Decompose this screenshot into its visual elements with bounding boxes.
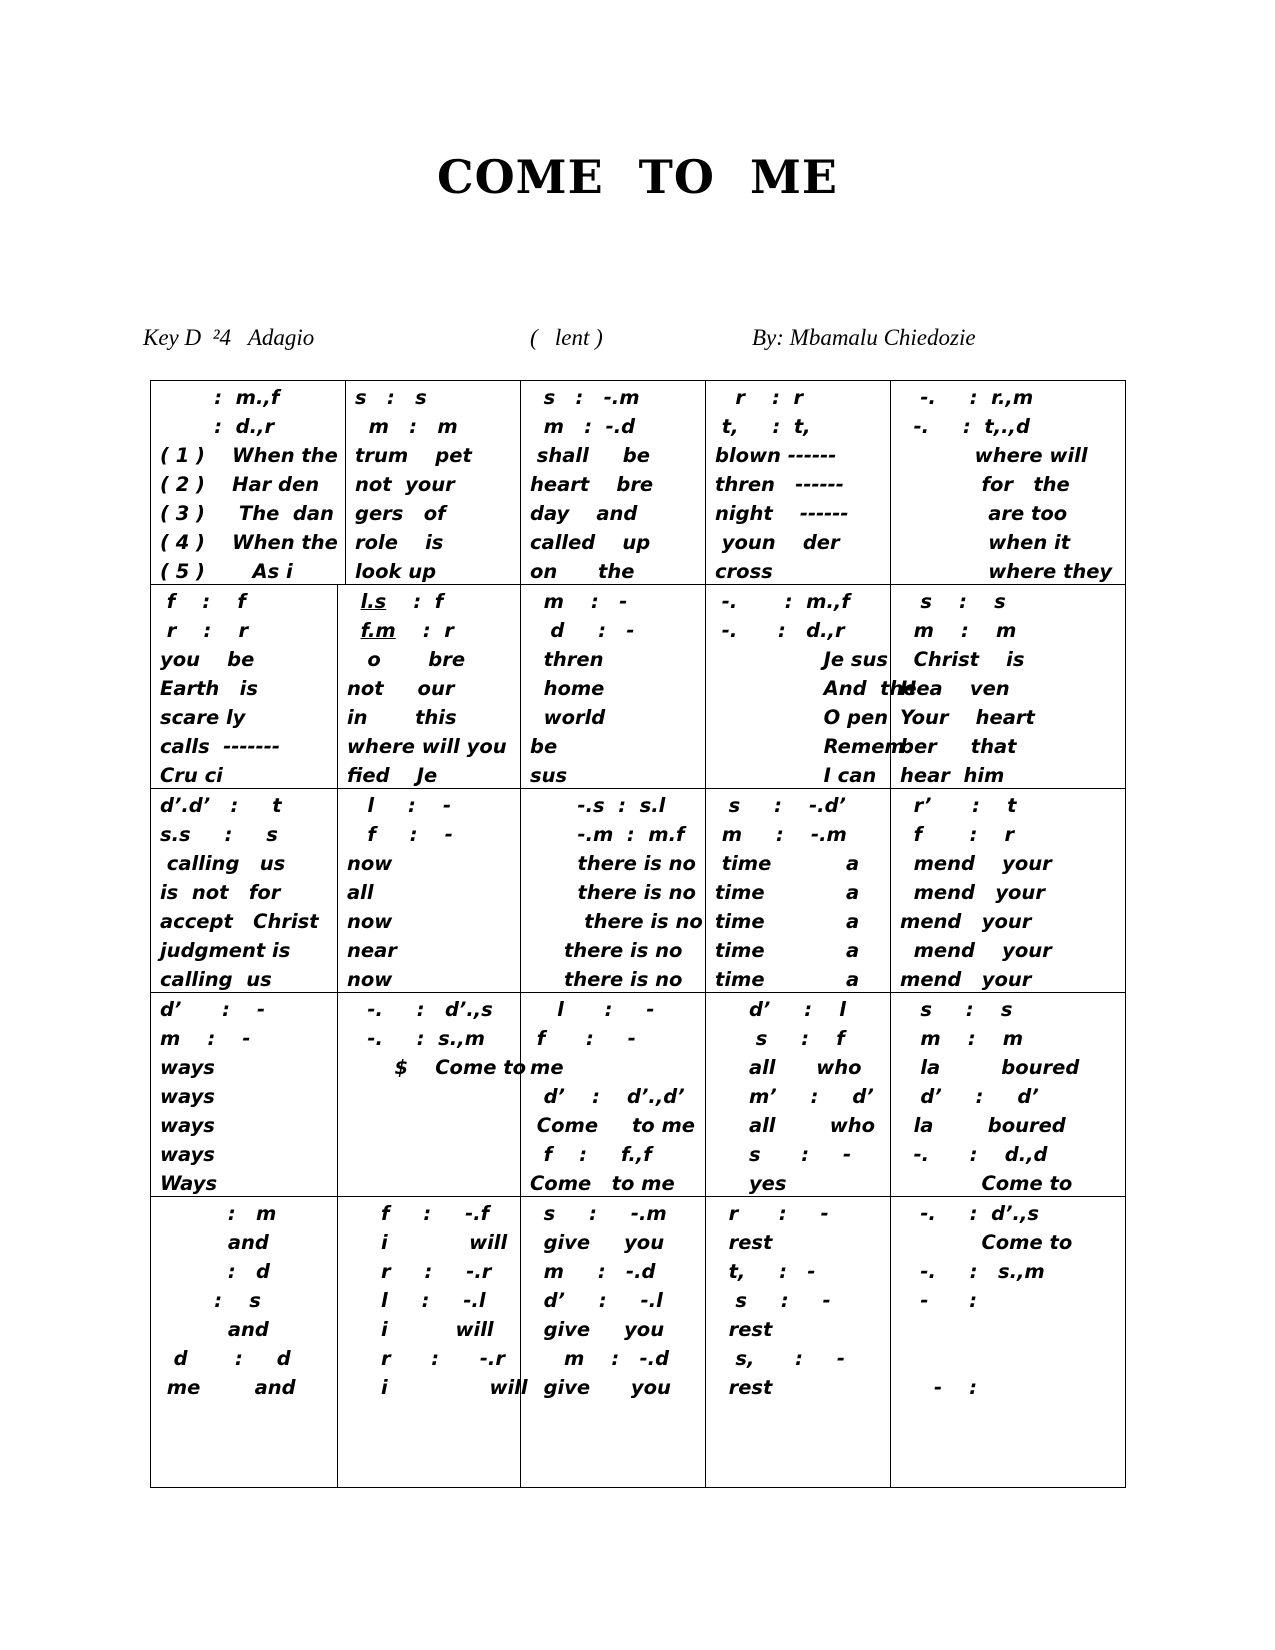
- notation-line: I can: [715, 764, 877, 787]
- notation-line: s, : -: [715, 1347, 845, 1370]
- notation-line: there is no: [530, 968, 683, 991]
- notation-line: time a: [715, 852, 860, 875]
- notation-line: - :: [900, 1376, 977, 1399]
- notation-line: Come to me: [530, 1172, 675, 1195]
- notation-line: s : s: [900, 998, 1013, 1021]
- notation-line: are too: [900, 502, 1068, 525]
- notation-line: - :: [900, 1289, 977, 1312]
- notation-line: all who: [715, 1056, 862, 1079]
- notation-line: be: [530, 735, 558, 758]
- notation-cell: [890, 1196, 1126, 1488]
- notation-line: r’ : t: [900, 794, 1017, 817]
- notation-line: where they: [900, 560, 1113, 583]
- notation-line: where will you: [347, 735, 507, 758]
- notation-line: r : -.r: [347, 1347, 505, 1370]
- notation-line: thren: [530, 648, 604, 671]
- notation-line: Hea ven: [900, 677, 1010, 700]
- notation-cell: [520, 992, 706, 1197]
- notation-line: s : f: [715, 1027, 845, 1050]
- notation-line: -. : d.,r: [715, 619, 845, 642]
- notation-line: f : f.,f: [530, 1143, 652, 1166]
- notation-line: m : m: [900, 619, 1017, 642]
- notation-line: now: [347, 852, 393, 875]
- notation-cell: [520, 584, 706, 789]
- notation-line: m : -: [530, 590, 628, 613]
- notation-line: sus: [530, 764, 568, 787]
- notation-line: ( 1 ) When the: [160, 444, 338, 467]
- notation-line: you be: [160, 648, 255, 671]
- notation-line: i will: [347, 1231, 508, 1254]
- notation-line: l : -: [347, 794, 452, 817]
- notation-cell: [150, 788, 338, 993]
- notation-line: f : f: [160, 590, 246, 613]
- notation-cell: [337, 584, 521, 789]
- notation-line: mend your: [900, 910, 1032, 933]
- notation-line: d’ : -.l: [530, 1289, 663, 1312]
- notation-cell: [705, 380, 891, 585]
- notation-line: d’ : -: [160, 998, 266, 1021]
- notation-line: -. : r.,m: [900, 386, 1034, 409]
- notation-line: r : -: [715, 1202, 829, 1225]
- notation-line: give you: [530, 1318, 665, 1341]
- notation-line: -.m : m.f: [530, 823, 685, 846]
- notation-line: la boured: [900, 1114, 1066, 1137]
- notation-line: Cru ci: [160, 764, 223, 787]
- notation-line: ways: [160, 1143, 215, 1166]
- notation-line: is not for: [160, 881, 281, 904]
- notation-line: f : -: [530, 1027, 636, 1050]
- notation-line: Earth is: [160, 677, 258, 700]
- notation-cell: [705, 584, 917, 789]
- notation-cell: [890, 992, 1126, 1197]
- song-title: COME TO ME: [437, 150, 838, 204]
- notation-cell: [337, 788, 521, 993]
- notation-line: there is no: [530, 910, 703, 933]
- notation-line: mend your: [900, 968, 1032, 991]
- notation-line: : d.,r: [160, 415, 275, 438]
- notation-line: calling us: [160, 968, 272, 991]
- notation-line: blown ------: [715, 444, 837, 467]
- notation-line: O pen: [715, 706, 889, 729]
- notation-line: : d: [160, 1260, 271, 1283]
- notation-line: Come to me: [530, 1114, 696, 1137]
- notation-line: d’.d’ : t: [160, 794, 282, 817]
- notation-line: near: [347, 939, 397, 962]
- notation-cell: [705, 788, 891, 993]
- notation-line: not your: [355, 473, 455, 496]
- notation-line: not our: [347, 677, 455, 700]
- notation-line: m : -.d: [530, 415, 636, 438]
- notation-line: time a: [715, 939, 860, 962]
- notation-line: m : -: [160, 1027, 251, 1050]
- notation-line: m : m: [900, 1027, 1024, 1050]
- notation-line: fied Je: [347, 764, 438, 787]
- notation-line: rest: [715, 1318, 773, 1341]
- notation-line: la boured: [900, 1056, 1080, 1079]
- notation-line: l.s : f: [360, 590, 444, 613]
- underlined-notes: l.s: [360, 590, 387, 613]
- notation-line: trum pet: [355, 444, 472, 467]
- notation-line: Your heart: [900, 706, 1035, 729]
- notation-line: s : s: [900, 590, 1006, 613]
- notation-line: -. : d.,d: [900, 1143, 1048, 1166]
- notation-line: ( 4 ) When the: [160, 531, 338, 554]
- notation-line: time a: [715, 968, 860, 991]
- notation-line: now: [347, 910, 393, 933]
- notation-line: Christ is: [900, 648, 1025, 671]
- notation-line: d’ : d’: [900, 1085, 1039, 1108]
- notation-cell: [150, 1196, 338, 1488]
- notation-line: rest: [715, 1376, 773, 1399]
- notation-line: for the: [900, 473, 1070, 496]
- notation-line: s : s: [355, 386, 427, 409]
- notation-line: r : -.r: [347, 1260, 492, 1283]
- notation-line: l : -: [530, 998, 655, 1021]
- notation-line: Come to: [900, 1231, 1073, 1254]
- notation-line: there is no: [530, 852, 696, 875]
- notation-line: f : -: [347, 823, 453, 846]
- notation-line: and: [160, 1231, 269, 1254]
- notation-line: role is: [355, 531, 444, 554]
- notation-line: home: [530, 677, 605, 700]
- notation-line: : m.,f: [160, 386, 280, 409]
- notation-line: time a: [715, 910, 860, 933]
- notation-line: yes: [715, 1172, 787, 1195]
- notation-line: d : -: [530, 619, 635, 642]
- notation-line: -. : t,.,d: [900, 415, 1030, 438]
- notation-line: look up: [355, 560, 437, 583]
- notation-cell: [150, 380, 346, 585]
- notation-line: calling us: [160, 852, 286, 875]
- notation-line: hear him: [900, 764, 1005, 787]
- composer-credit: By: Mbamalu Chiedozie: [752, 325, 976, 350]
- notation-line: -.s : s.l: [530, 794, 666, 817]
- notation-line: cross: [715, 560, 773, 583]
- notation-line: judgment is: [160, 939, 291, 962]
- notation-line: $ Come to: [347, 1056, 527, 1079]
- notation-line: i will: [347, 1318, 494, 1341]
- notation-line: give you: [530, 1231, 665, 1254]
- notation-line: i will: [347, 1376, 528, 1399]
- notation-line: mend your: [900, 939, 1052, 962]
- notation-line: r : r: [715, 386, 804, 409]
- notation-line: world: [530, 706, 606, 729]
- notation-line: o bre: [347, 648, 466, 671]
- notation-line: d’ : d’.,d’: [530, 1085, 685, 1108]
- notation-line: Come to: [900, 1172, 1073, 1195]
- notation-cell: [337, 1196, 528, 1488]
- notation-line: s : -.m: [530, 386, 640, 409]
- notation-line: there is no: [530, 881, 696, 904]
- notation-line: and: [160, 1318, 269, 1341]
- notation-line: s : -.d’: [715, 794, 846, 817]
- notation-line: time a: [715, 881, 860, 904]
- notation-line: night ------: [715, 502, 849, 525]
- notation-line: t, : t,: [715, 415, 811, 438]
- notation-line: Remem: [715, 735, 905, 758]
- notation-line: r : r: [160, 619, 249, 642]
- notation-line: where will: [900, 444, 1088, 467]
- notation-line: scare ly: [160, 706, 246, 729]
- notation-line: all who: [715, 1114, 876, 1137]
- notation-line: s : -: [715, 1143, 852, 1166]
- notation-line: m : -.d: [530, 1260, 656, 1283]
- notation-cell: [345, 380, 521, 585]
- notation-line: t, : -: [715, 1260, 816, 1283]
- notation-line: in this: [347, 706, 457, 729]
- solfa-notation-table: [150, 380, 1125, 1487]
- notation-line: now: [347, 968, 393, 991]
- key-signature: Key D ²4 Adagio: [143, 325, 315, 350]
- notation-line: ber that: [900, 735, 1017, 758]
- notation-line: And the: [715, 677, 917, 700]
- notation-line: l : -.l: [347, 1289, 486, 1312]
- notation-line: d’ : l: [715, 998, 846, 1021]
- notation-line: ( 3 ) The dan: [160, 502, 334, 525]
- notation-line: mend your: [900, 881, 1045, 904]
- notation-line: called up: [530, 531, 651, 554]
- notation-line: Ways: [160, 1172, 218, 1195]
- notation-line: ( 2 ) Har den: [160, 473, 320, 496]
- notation-cell: [520, 380, 706, 585]
- notation-line: ( 5 ) As i: [160, 560, 293, 583]
- notation-line: mend your: [900, 852, 1052, 875]
- tempo-marking: ( lent ): [530, 325, 603, 350]
- notation-line: ways: [160, 1056, 215, 1079]
- notation-cell: [520, 788, 706, 993]
- notation-line: accept Christ: [160, 910, 319, 933]
- notation-line: -. : s.,m: [900, 1260, 1045, 1283]
- notation-line: f.m : r: [360, 619, 454, 642]
- notation-cell: [150, 992, 338, 1197]
- notation-line: s : -: [715, 1289, 831, 1312]
- underlined-notes: f.m: [360, 619, 396, 642]
- notation-line: Je sus: [715, 648, 888, 671]
- notation-line: day and: [530, 502, 638, 525]
- notation-line: there is no: [530, 939, 683, 962]
- notation-line: -. : d’.,s: [347, 998, 493, 1021]
- notation-line: me and: [160, 1376, 296, 1399]
- notation-line: youn der: [715, 531, 840, 554]
- notation-line: on the: [530, 560, 635, 583]
- notation-line: ways: [160, 1085, 215, 1108]
- notation-cell: [150, 584, 338, 789]
- notation-line: d : d: [160, 1347, 291, 1370]
- notation-cell: [520, 1196, 706, 1488]
- notation-line: gers of: [355, 502, 446, 525]
- notation-line: ways: [160, 1114, 215, 1137]
- notation-line: -. : s.,m: [347, 1027, 485, 1050]
- notation-cell: [337, 992, 527, 1197]
- notation-line: m : -.m: [715, 823, 847, 846]
- notation-line: s : -.m: [530, 1202, 667, 1225]
- notation-cell: [890, 788, 1126, 993]
- notation-line: give you: [530, 1376, 671, 1399]
- notation-line: s.s : s: [160, 823, 278, 846]
- notation-line: when it: [900, 531, 1071, 554]
- notation-line: thren ------: [715, 473, 844, 496]
- notation-line: m : -.d: [530, 1347, 670, 1370]
- notation-cell: [705, 992, 891, 1197]
- notation-line: shall be: [530, 444, 650, 467]
- notation-line: -. : m.,f: [715, 590, 850, 613]
- notation-line: calls -------: [160, 735, 280, 758]
- notation-line: m’ : d’: [715, 1085, 874, 1108]
- notation-line: f : -.f: [347, 1202, 490, 1225]
- notation-line: : s: [160, 1289, 261, 1312]
- notation-line: m : m: [355, 415, 458, 438]
- notation-line: -. : d’.,s: [900, 1202, 1039, 1225]
- notation-cell: [890, 380, 1126, 585]
- notation-line: me: [530, 1056, 564, 1079]
- notation-line: rest: [715, 1231, 773, 1254]
- notation-line: : m: [160, 1202, 277, 1225]
- notation-line: heart bre: [530, 473, 654, 496]
- notation-line: f : r: [900, 823, 1015, 846]
- notation-cell: [705, 1196, 891, 1488]
- notation-cell: [890, 584, 1126, 789]
- notation-line: all: [347, 881, 374, 904]
